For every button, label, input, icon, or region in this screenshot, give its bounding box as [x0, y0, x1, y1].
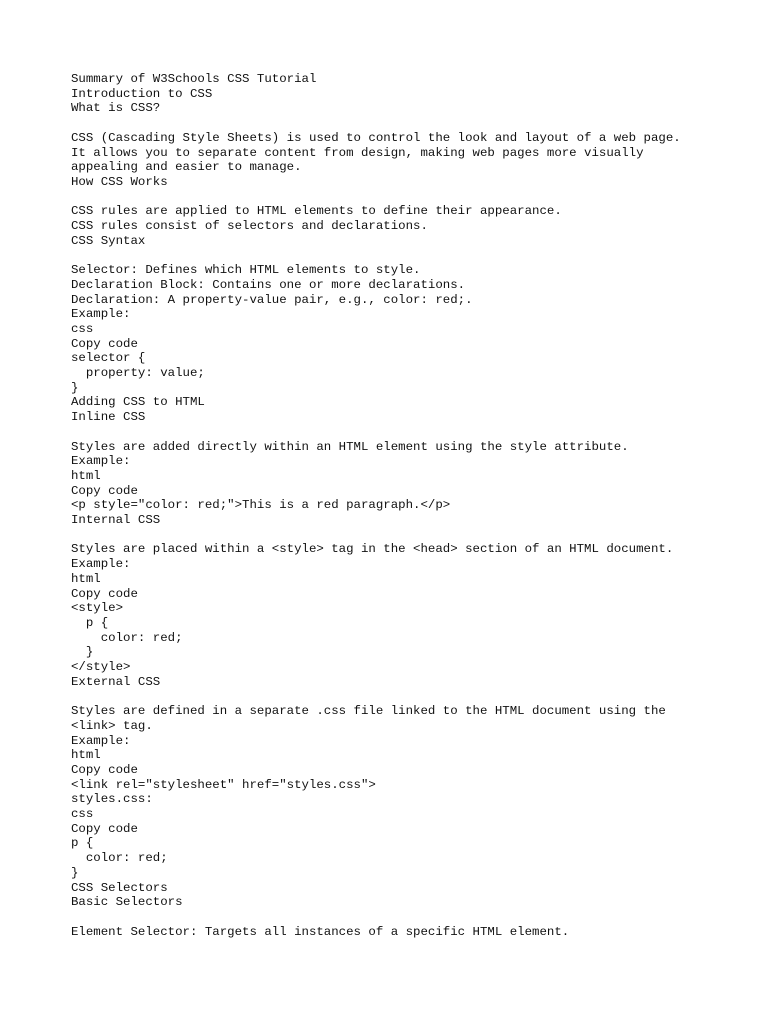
text-line: Copy code — [71, 586, 138, 601]
text-line: Declaration Block: Contains one or more declarations. — [71, 277, 466, 292]
blank-line — [71, 689, 751, 704]
document-body — [71, 72, 751, 939]
blank-line — [71, 248, 751, 263]
text-line: What is CSS? — [71, 101, 161, 116]
text-line: Copy code — [71, 483, 138, 498]
text-line: <link> tag. — [71, 718, 153, 733]
text-line: Example: — [71, 557, 131, 572]
text-line: </style> — [71, 660, 131, 675]
text-line: html — [71, 468, 101, 483]
text-line: Introduction to CSS — [71, 86, 213, 101]
text-line: How CSS Works — [71, 174, 168, 189]
text-line: Summary of W3Schools CSS Tutorial — [71, 72, 317, 86]
text-line: Inline CSS — [71, 410, 146, 425]
text-line: CSS Syntax — [71, 233, 146, 248]
text-line: styles.css: — [71, 792, 153, 807]
text-line: Declaration: A property-value pair, e.g., color: red;. — [71, 292, 473, 307]
text-line: Styles are added directly within an HTML element using the style attribute. — [71, 439, 629, 454]
text-line: appealing and easier to manage. — [71, 160, 302, 175]
text-line: <style> — [71, 601, 124, 616]
text-line: Adding CSS to HTML — [71, 395, 205, 410]
text-line: CSS (Cascading Style Sheets) is used to control the look and layout of a web page. — [71, 130, 681, 145]
text-line: Example: — [71, 454, 131, 469]
text-line: p { — [71, 615, 109, 630]
text-line: css — [71, 807, 94, 822]
text-line: CSS rules are applied to HTML elements to define their appearance. — [71, 204, 562, 219]
text-line: CSS rules consist of selectors and declarations. — [71, 219, 428, 233]
blank-line — [71, 910, 751, 925]
text-line: } — [71, 865, 79, 880]
blank-line — [71, 116, 751, 131]
blank-line — [71, 425, 751, 440]
document-page — [71, 72, 751, 939]
text-line: color: red; — [71, 851, 168, 866]
text-line: Example: — [71, 733, 131, 748]
text-line: property: value; — [71, 366, 205, 381]
text-line: Internal CSS — [71, 513, 161, 528]
text-line: Example: — [71, 307, 131, 322]
blank-line — [71, 190, 751, 205]
text-line: selector { — [71, 351, 146, 366]
text-line: <link rel="stylesheet" href="styles.css"> — [71, 777, 376, 792]
text-line: } — [71, 380, 79, 395]
text-line: p { — [71, 836, 94, 851]
text-line: } — [71, 645, 94, 660]
blank-line — [71, 528, 751, 543]
text-line: Element Selector: Targets all instances of a specific HTML element. — [71, 924, 570, 939]
text-line: Copy code — [71, 821, 138, 836]
text-line: html — [71, 748, 101, 763]
text-line: Basic Selectors — [71, 895, 183, 910]
text-line: css — [71, 321, 94, 336]
text-line: CSS Selectors — [71, 880, 168, 895]
text-line: Styles are placed within a <style> tag in the <head> section of an HTML document. — [71, 542, 674, 557]
text-line: color: red; — [71, 630, 183, 645]
text-line: It allows you to separate content from design, making web pages more visually — [71, 145, 644, 160]
text-line: Copy code — [71, 762, 138, 777]
text-line: html — [71, 571, 101, 586]
text-line: External CSS — [71, 674, 161, 689]
text-line: Selector: Defines which HTML elements to style. — [71, 263, 421, 278]
text-line: Copy code — [71, 336, 138, 351]
text-line: Styles are defined in a separate .css file linked to the HTML document using the — [71, 704, 666, 719]
text-line: <p style="color: red;">This is a red paragraph.</p> — [71, 498, 451, 513]
